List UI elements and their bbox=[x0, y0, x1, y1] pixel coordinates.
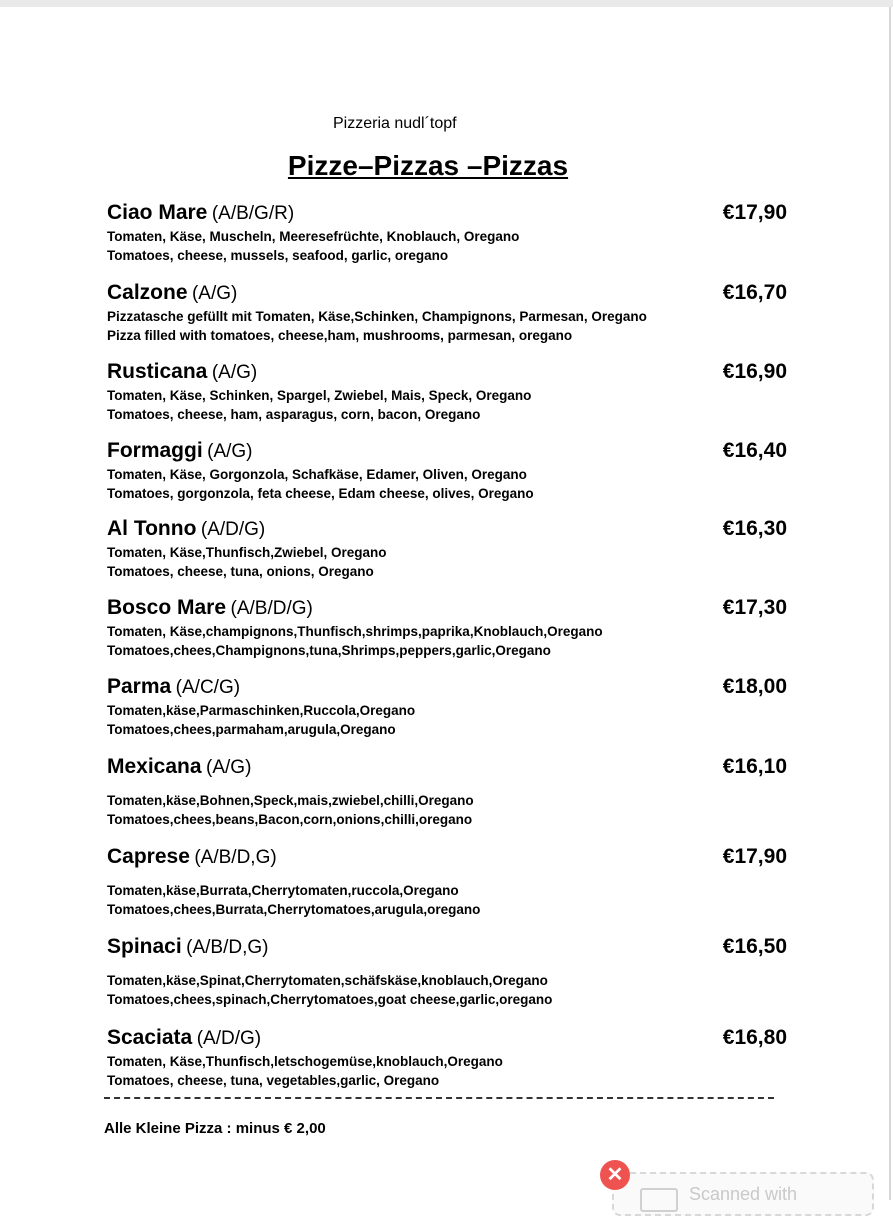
item-description bbox=[107, 701, 787, 739]
item-price: €16,90 bbox=[722, 360, 787, 383]
description-german: Tomaten, Käse, Muscheln, Meeresefrüchte, Knoblauch, Oregano bbox=[107, 229, 520, 244]
item-price: €18,00 bbox=[722, 675, 787, 698]
item-description bbox=[107, 1052, 787, 1090]
item-allergens: (A/G) bbox=[191, 283, 238, 304]
item-description bbox=[107, 791, 787, 829]
item-allergens: (A/G) bbox=[211, 362, 258, 383]
description-german: Tomaten, Käse,Thunfisch,Zwiebel, Oregano bbox=[107, 545, 387, 560]
item-description bbox=[107, 971, 787, 1009]
description-english: Tomatoes, cheese, ham, asparagus, corn, bacon, Oregano bbox=[107, 407, 481, 422]
item-allergens: (A/B/D,G) bbox=[194, 847, 277, 868]
page-title: Pizze–Pizzas –Pizzas bbox=[287, 150, 569, 181]
description-english: Tomatoes,chees,Champignons,tuna,Shrimps,peppers,garlic,Oregano bbox=[107, 643, 551, 658]
restaurant-name: Pizzeria nudl´topf bbox=[333, 115, 457, 132]
description-english: Tomatoes, cheese, mussels, seafood, garlic, oregano bbox=[107, 248, 449, 263]
item-price: €16,10 bbox=[722, 755, 787, 778]
item-price: €16,70 bbox=[722, 281, 787, 304]
item-price: €16,50 bbox=[722, 935, 787, 958]
description-english: Tomatoes, gorgonzola, feta cheese, Edam cheese, olives, Oregano bbox=[107, 486, 534, 501]
menu-item bbox=[107, 935, 787, 1009]
item-allergens: (A/B/D/G) bbox=[230, 598, 313, 619]
item-name: Bosco Mare bbox=[107, 596, 227, 619]
description-english: Tomatoes, cheese, tuna, onions, Oregano bbox=[107, 564, 374, 579]
close-button[interactable]: ✕ bbox=[600, 1160, 630, 1190]
item-description bbox=[107, 622, 787, 660]
item-allergens: (A/G) bbox=[206, 757, 252, 778]
description-english: Tomatoes,chees,beans,Bacon,corn,onions,chilli,oregano bbox=[107, 812, 473, 827]
item-price: €17,90 bbox=[722, 201, 787, 224]
menu-item bbox=[107, 596, 787, 660]
description-german: Pizzatasche gefüllt mit Tomaten, Käse,Schinken, Champignons, Parmesan, Oregano bbox=[107, 309, 647, 324]
menu-item bbox=[107, 845, 787, 919]
item-allergens: (A/B/D,G) bbox=[186, 937, 269, 958]
description-german: Tomaten,käse,Spinat,Cherrytomaten,schäfskäse,knoblauch,Oregano bbox=[107, 973, 548, 988]
item-allergens: (A/C/G) bbox=[175, 677, 241, 698]
item-description bbox=[107, 227, 787, 265]
item-allergens: (A/B/G/R) bbox=[211, 203, 295, 224]
item-name: Parma bbox=[107, 675, 172, 698]
item-name: Scaciata bbox=[107, 1026, 193, 1049]
item-name: Formaggi bbox=[107, 439, 203, 462]
description-english: Tomatoes,chees,parmaham,arugula,Oregano bbox=[107, 722, 396, 737]
description-german: Tomaten, Käse,Thunfisch,letschogemüse,knoblauch,Oregano bbox=[107, 1054, 503, 1069]
description-english: Pizza filled with tomatoes, cheese,ham, mushrooms, parmesan, oregano bbox=[107, 328, 573, 343]
item-name: Al Tonno bbox=[107, 517, 197, 540]
scanner-icon bbox=[640, 1188, 678, 1212]
item-price: €16,80 bbox=[722, 1026, 787, 1049]
item-name: Rusticana bbox=[107, 360, 208, 383]
dashed-divider bbox=[104, 1097, 774, 1099]
item-name: Spinaci bbox=[107, 935, 182, 958]
item-name: Ciao Mare bbox=[107, 201, 208, 224]
description-german: Tomaten, Käse, Gorgonzola, Schafkäse, Edamer, Oliven, Oregano bbox=[107, 467, 527, 482]
top-bar bbox=[0, 0, 893, 7]
description-english: Tomatoes, cheese, tuna, vegetables,garlic, Oregano bbox=[107, 1073, 440, 1088]
description-german: Tomaten,käse,Bohnen,Speck,mais,zwiebel,chilli,Oregano bbox=[107, 793, 474, 808]
description-german: Tomaten,käse,Parmaschinken,Ruccola,Oregano bbox=[107, 703, 416, 718]
item-description bbox=[107, 881, 787, 919]
description-german: Tomaten, Käse,champignons,Thunfisch,shrimps,paprika,Knoblauch,Oregano bbox=[107, 624, 603, 639]
menu-item bbox=[107, 517, 787, 581]
item-price: €17,90 bbox=[722, 845, 787, 868]
item-allergens: (A/D/G) bbox=[200, 519, 266, 540]
scanned-with-label: Scanned with bbox=[689, 1184, 798, 1204]
description-german: Tomaten, Käse, Schinken, Spargel, Zwiebel, Mais, Speck, Oregano bbox=[107, 388, 532, 403]
item-name: Mexicana bbox=[107, 755, 202, 778]
item-allergens: (A/G) bbox=[207, 441, 253, 462]
menu-item bbox=[107, 755, 787, 829]
item-description bbox=[107, 307, 787, 345]
menu-item bbox=[107, 675, 787, 739]
item-name: Calzone bbox=[107, 281, 188, 304]
menu-item bbox=[107, 281, 787, 345]
item-allergens: (A/D/G) bbox=[196, 1028, 262, 1049]
footer-note: Alle Kleine Pizza : minus € 2,00 bbox=[104, 1120, 326, 1137]
description-german: Tomaten,käse,Burrata,Cherrytomaten,ruccola,Oregano bbox=[107, 883, 459, 898]
item-price: €16,40 bbox=[722, 439, 787, 462]
menu-item bbox=[107, 360, 787, 424]
item-description bbox=[107, 386, 787, 424]
menu-item bbox=[107, 439, 787, 503]
description-english: Tomatoes,chees,Burrata,Cherrytomatoes,arugula,oregano bbox=[107, 902, 481, 917]
menu-item bbox=[107, 201, 787, 265]
item-description bbox=[107, 465, 787, 503]
scanned-with-badge bbox=[612, 1172, 874, 1216]
item-price: €17,30 bbox=[722, 596, 787, 619]
item-description bbox=[107, 543, 787, 581]
item-name: Caprese bbox=[107, 845, 190, 868]
menu-item bbox=[107, 1026, 787, 1090]
item-price: €16,30 bbox=[722, 517, 787, 540]
description-english: Tomatoes,chees,spinach,Cherrytomatoes,goat cheese,garlic,oregano bbox=[107, 992, 553, 1007]
